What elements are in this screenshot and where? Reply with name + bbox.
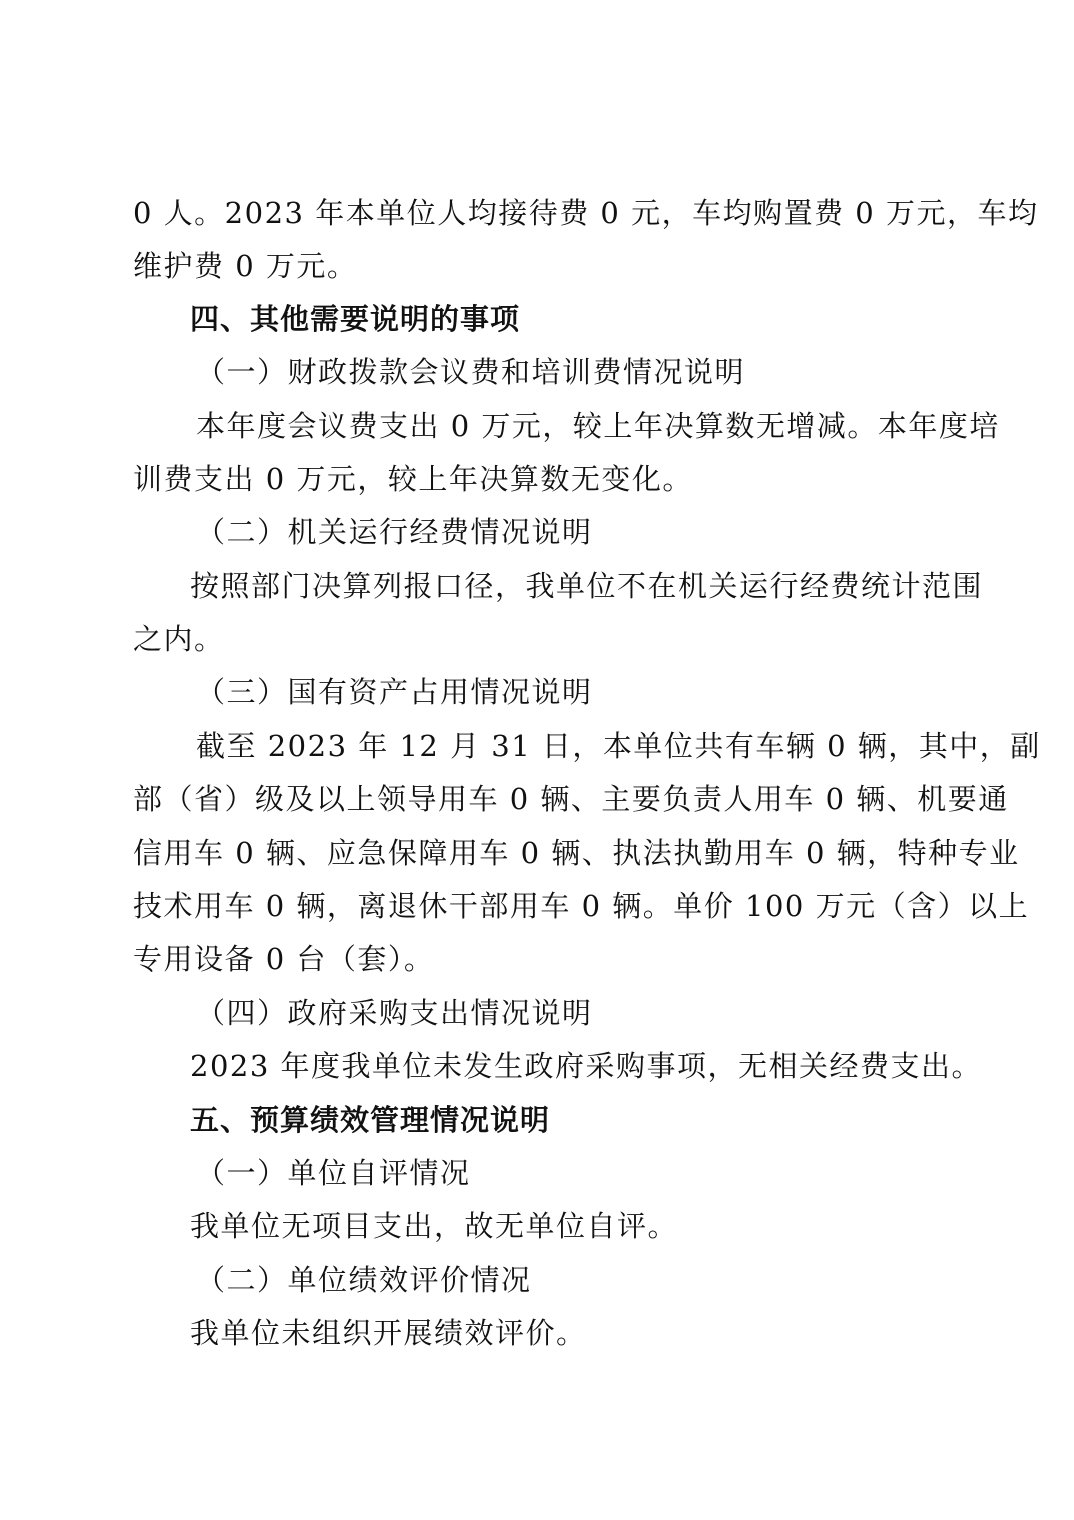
body-line: 技术用车 0 辆，离退休干部用车 0 辆。单价 100 万元（含）以上 — [133, 889, 1030, 923]
section-heading: 五、预算绩效管理情况说明 — [190, 1103, 551, 1137]
body-line: 之内。 — [133, 622, 225, 656]
body-line: 信用车 0 辆、应急保障用车 0 辆、执法执勤用车 0 辆，特种专业 — [133, 836, 1020, 870]
subsection-heading: （二）单位绩效评价情况 — [196, 1263, 532, 1297]
body-line: 部（省）级及以上领导用车 0 辆、主要负责人用车 0 辆、机要通 — [133, 782, 1009, 816]
subsection-heading: （一）单位自评情况 — [196, 1156, 471, 1190]
subsection-heading: （二）机关运行经费情况说明 — [196, 515, 593, 549]
body-line: 维护费 0 万元。 — [133, 249, 358, 283]
body-line: 0 人。2023 年本单位人均接待费 0 元，车均购置费 0 万元，车均 — [133, 196, 1039, 230]
body-line: 我单位未组织开展绩效评价。 — [190, 1316, 587, 1350]
subsection-heading: （一）财政拨款会议费和培训费情况说明 — [196, 355, 746, 389]
body-line: 专用设备 0 台（套）。 — [133, 942, 435, 976]
subsection-heading: （四）政府采购支出情况说明 — [196, 996, 593, 1030]
body-line: 训费支出 0 万元，较上年决算数无变化。 — [133, 462, 693, 496]
body-line: 截至 2023 年 12 月 31 日，本单位共有车辆 0 辆，其中，副 — [196, 729, 1041, 763]
body-line: 2023 年度我单位未发生政府采购事项，无相关经费支出。 — [190, 1049, 983, 1083]
body-line: 我单位无项目支出，故无单位自评。 — [190, 1209, 679, 1243]
body-line: 按照部门决算列报口径，我单位不在机关运行经费统计范围 — [190, 569, 984, 603]
body-line: 本年度会议费支出 0 万元，较上年决算数无增减。本年度培 — [196, 409, 1000, 443]
subsection-heading: （三）国有资产占用情况说明 — [196, 675, 593, 709]
section-heading: 四、其他需要说明的事项 — [190, 302, 521, 336]
